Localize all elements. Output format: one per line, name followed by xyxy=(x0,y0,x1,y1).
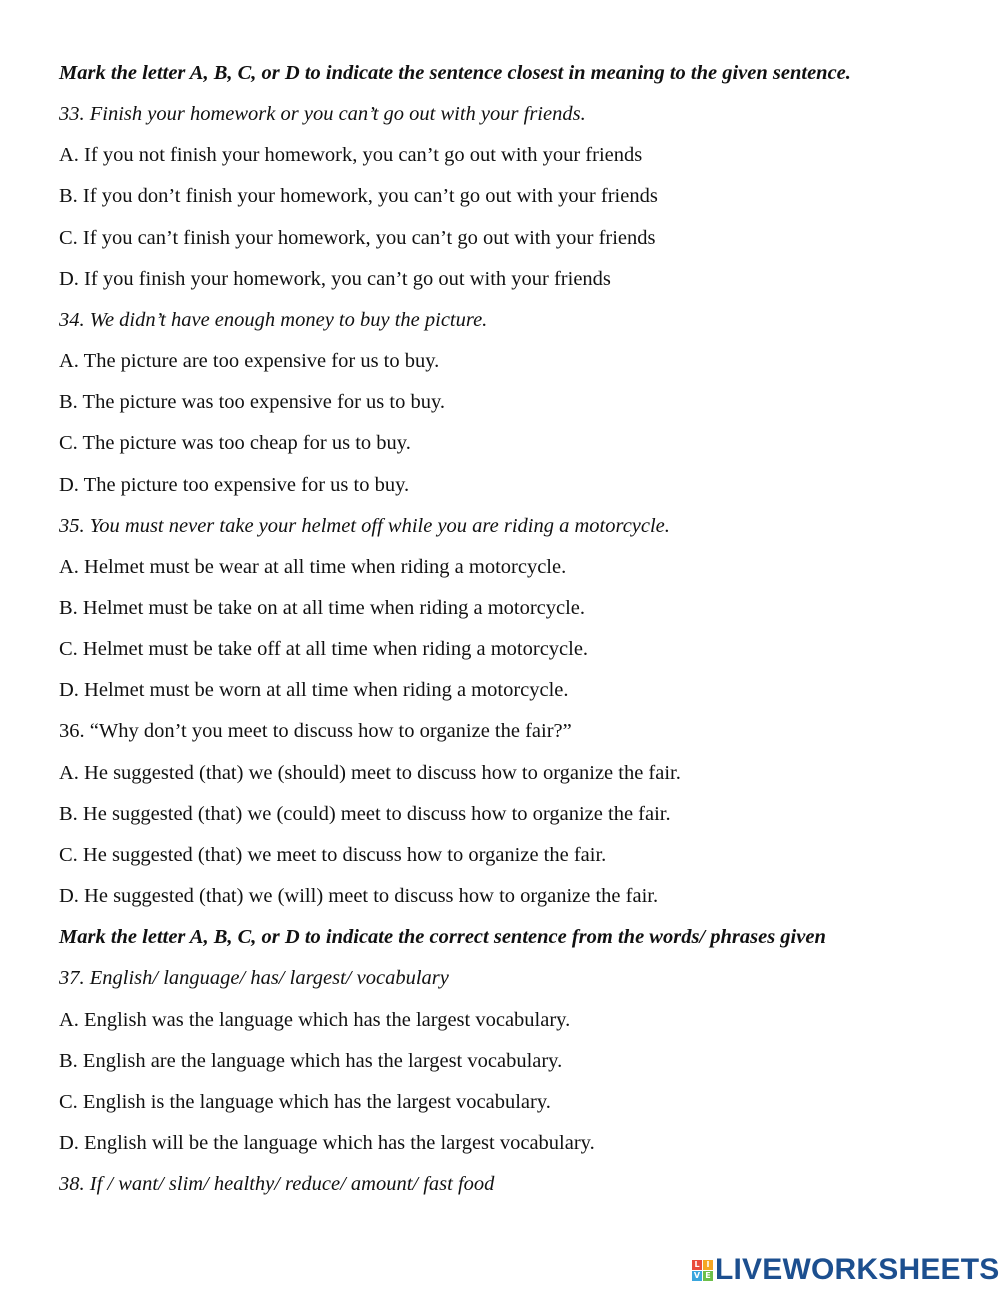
section-2-instruction: Mark the letter A, B, C, or D to indicate the correct sentence from the words/ phrases given xyxy=(59,926,826,948)
question-36-prompt: 36. “Why don’t you meet to discuss how to organize the fair?” xyxy=(59,720,572,742)
question-37-option-d: D. English will be the language which has the largest vocabulary. xyxy=(59,1132,595,1154)
question-35-option-c: C. Helmet must be take off at all time when riding a motorcycle. xyxy=(59,638,589,660)
question-37-option-b: B. English are the language which has the largest vocabulary. xyxy=(59,1050,563,1072)
question-36-option-c: C. He suggested (that) we meet to discuss how to organize the fair. xyxy=(59,844,607,866)
question-34-option-b: B. The picture was too expensive for us to buy. xyxy=(59,391,446,413)
question-36-option-a: A. He suggested (that) we (should) meet to discuss how to organize the fair. xyxy=(59,762,681,784)
question-33-option-b: B. If you don’t finish your homework, you can’t go out with your friends xyxy=(59,185,658,207)
liveworksheets-logo xyxy=(692,1253,1000,1287)
question-33-option-a: A. If you not finish your homework, you can’t go out with your friends xyxy=(59,144,643,166)
question-35-option-b: B. Helmet must be take on at all time when riding a motorcycle. xyxy=(59,597,586,619)
question-33-option-c: C. If you can’t finish your homework, you can’t go out with your friends xyxy=(59,227,656,249)
logo-mark-v: V xyxy=(693,1270,701,1280)
question-37-option-c: C. English is the language which has the largest vocabulary. xyxy=(59,1091,551,1113)
question-34-prompt: 34. We didn’t have enough money to buy the picture. xyxy=(59,309,488,331)
question-37-option-a: A. English was the language which has the largest vocabulary. xyxy=(59,1009,571,1031)
logo-mark-icon xyxy=(692,1260,713,1281)
question-35-prompt: 35. You must never take your helmet off while you are riding a motorcycle. xyxy=(59,515,670,537)
logo-mark-l: L xyxy=(692,1260,702,1270)
question-33-option-d: D. If you finish your homework, you can’t go out with your friends xyxy=(59,268,611,290)
question-36-option-d: D. He suggested (that) we (will) meet to discuss how to organize the fair. xyxy=(59,885,659,907)
question-34-option-d: D. The picture too expensive for us to buy. xyxy=(59,474,410,496)
question-36-option-b: B. He suggested (that) we (could) meet to discuss how to organize the fair. xyxy=(59,803,671,825)
question-37-prompt: 37. English/ language/ has/ largest/ vocabulary xyxy=(59,967,449,989)
section-1-instruction: Mark the letter A, B, C, or D to indicate the sentence closest in meaning to the given sentence. xyxy=(59,62,851,84)
question-38-prompt: 38. If / want/ slim/ healthy/ reduce/ amount/ fast food xyxy=(59,1173,495,1195)
logo-text: LIVEWORKSHEETS xyxy=(715,1253,1000,1286)
question-34-option-a: A. The picture are too expensive for us to buy. xyxy=(59,350,440,372)
question-35-option-d: D. Helmet must be worn at all time when riding a motorcycle. xyxy=(59,679,569,701)
question-33-prompt: 33. Finish your homework or you can’t go out with your friends. xyxy=(59,103,586,125)
logo-mark-e: E xyxy=(703,1271,713,1281)
question-34-option-c: C. The picture was too cheap for us to buy. xyxy=(59,432,411,454)
logo-mark-i: I xyxy=(703,1260,713,1270)
question-35-option-a: A. Helmet must be wear at all time when riding a motorcycle. xyxy=(59,556,567,578)
